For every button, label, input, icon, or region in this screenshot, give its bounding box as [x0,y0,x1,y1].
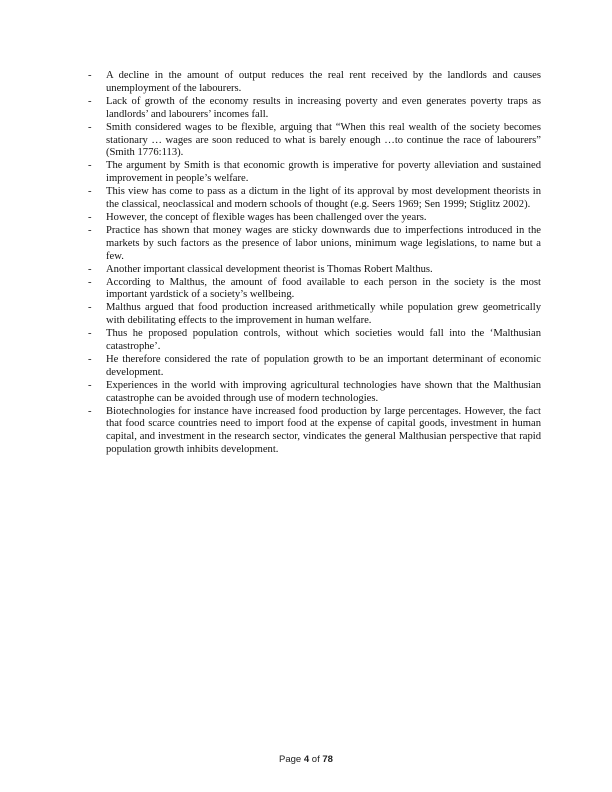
of-label: of [311,754,320,765]
bullet-item [88,380,541,406]
bullet-dash: - [88,160,92,172]
bullet-item [88,354,541,380]
bullet-text: According to Malthus, the amount of food available to each person in the society is the most important yardstick of a society’s wellbeing. [106,276,541,301]
page-total: 78 [322,754,333,765]
bullet-text: Malthus argued that food production increased arithmetically while population grew geometrically with debilitating effects to the improvement in human welfare. [106,302,541,327]
bullet-item [88,70,541,96]
bullet-text: A decline in the amount of output reduces the real rent received by the landlords and causes unemployment of the labourers. [106,70,541,94]
bullet-dash: - [88,186,92,198]
bullet-dash: - [88,276,92,288]
bullet-dash: - [88,121,92,133]
page-footer [0,754,612,765]
bullet-text: Biotechnologies for instance have increased food production by large percentages. However, the fact that food scarce countries need to import food at the expense of capital goods, investment in human capital, and investment in the research sector, vindicates the general Malthusian perspective that rapid population growth inhibits development. [106,405,541,456]
page-current: 4 [303,754,310,765]
page-label: Page [279,754,302,765]
bullet-dash: - [88,379,92,391]
bullet-text: Smith considered wages to be flexible, arguing that “When this real wealth of the society becomes stationary … wages are soon reduced to what is barely enough …to continue the race of labourers” (Smith 1776:113). [106,121,541,159]
bullet-dash: - [88,263,92,275]
bullet-text: He therefore considered the rate of population growth to be an important determinant of economic development. [106,353,541,378]
bullet-dash: - [88,353,92,365]
bullet-item [88,406,541,458]
bullet-text: The argument by Smith is that economic growth is imperative for poverty alleviation and sustained improvement in people’s welfare. [106,160,541,185]
bullet-item [88,160,541,186]
bullet-item [88,212,541,225]
bullet-dash: - [88,328,92,340]
bullet-text: Another important classical development theorist is Thomas Robert Malthus. [106,263,433,275]
bullet-item [88,264,541,277]
bullet-text: Lack of growth of the economy results in increasing poverty and even generates poverty traps as landlords’ and labourers’ incomes fall. [106,95,541,120]
bullet-item [88,277,541,303]
bullet-item [88,225,541,264]
bullet-text: Thus he proposed population controls, without which societies would fall into the ‘Malthusian catastrophe’. [106,328,541,353]
bullet-text: Practice has shown that money wages are sticky downwards due to imperfections introduced in the markets by such factors as the presence of labor unions, minimum wage legislations, to name but a few. [106,224,541,262]
bullet-item [88,328,541,354]
bullet-item [88,96,541,122]
bullet-dash: - [88,224,92,236]
bullet-dash: - [88,405,92,417]
bullet-text: However, the concept of flexible wages has been challenged over the years. [106,211,427,223]
bullet-list [88,70,541,457]
bullet-item [88,186,541,212]
bullet-item [88,302,541,328]
bullet-text: Experiences in the world with improving agricultural technologies have shown that the Malthusian catastrophe can be avoided through use of modern technologies. [106,379,541,404]
bullet-dash: - [88,70,92,81]
bullet-dash: - [88,302,92,314]
bullet-dash: - [88,95,92,107]
bullet-text: This view has come to pass as a dictum in the light of its approval by most development theorists in the classical, neoclassical and modern schools of thought (e.g. Seers 1969; Sen 1999; Stiglitz 2002). [106,186,541,211]
bullet-item [88,122,541,161]
bullet-dash: - [88,211,92,223]
